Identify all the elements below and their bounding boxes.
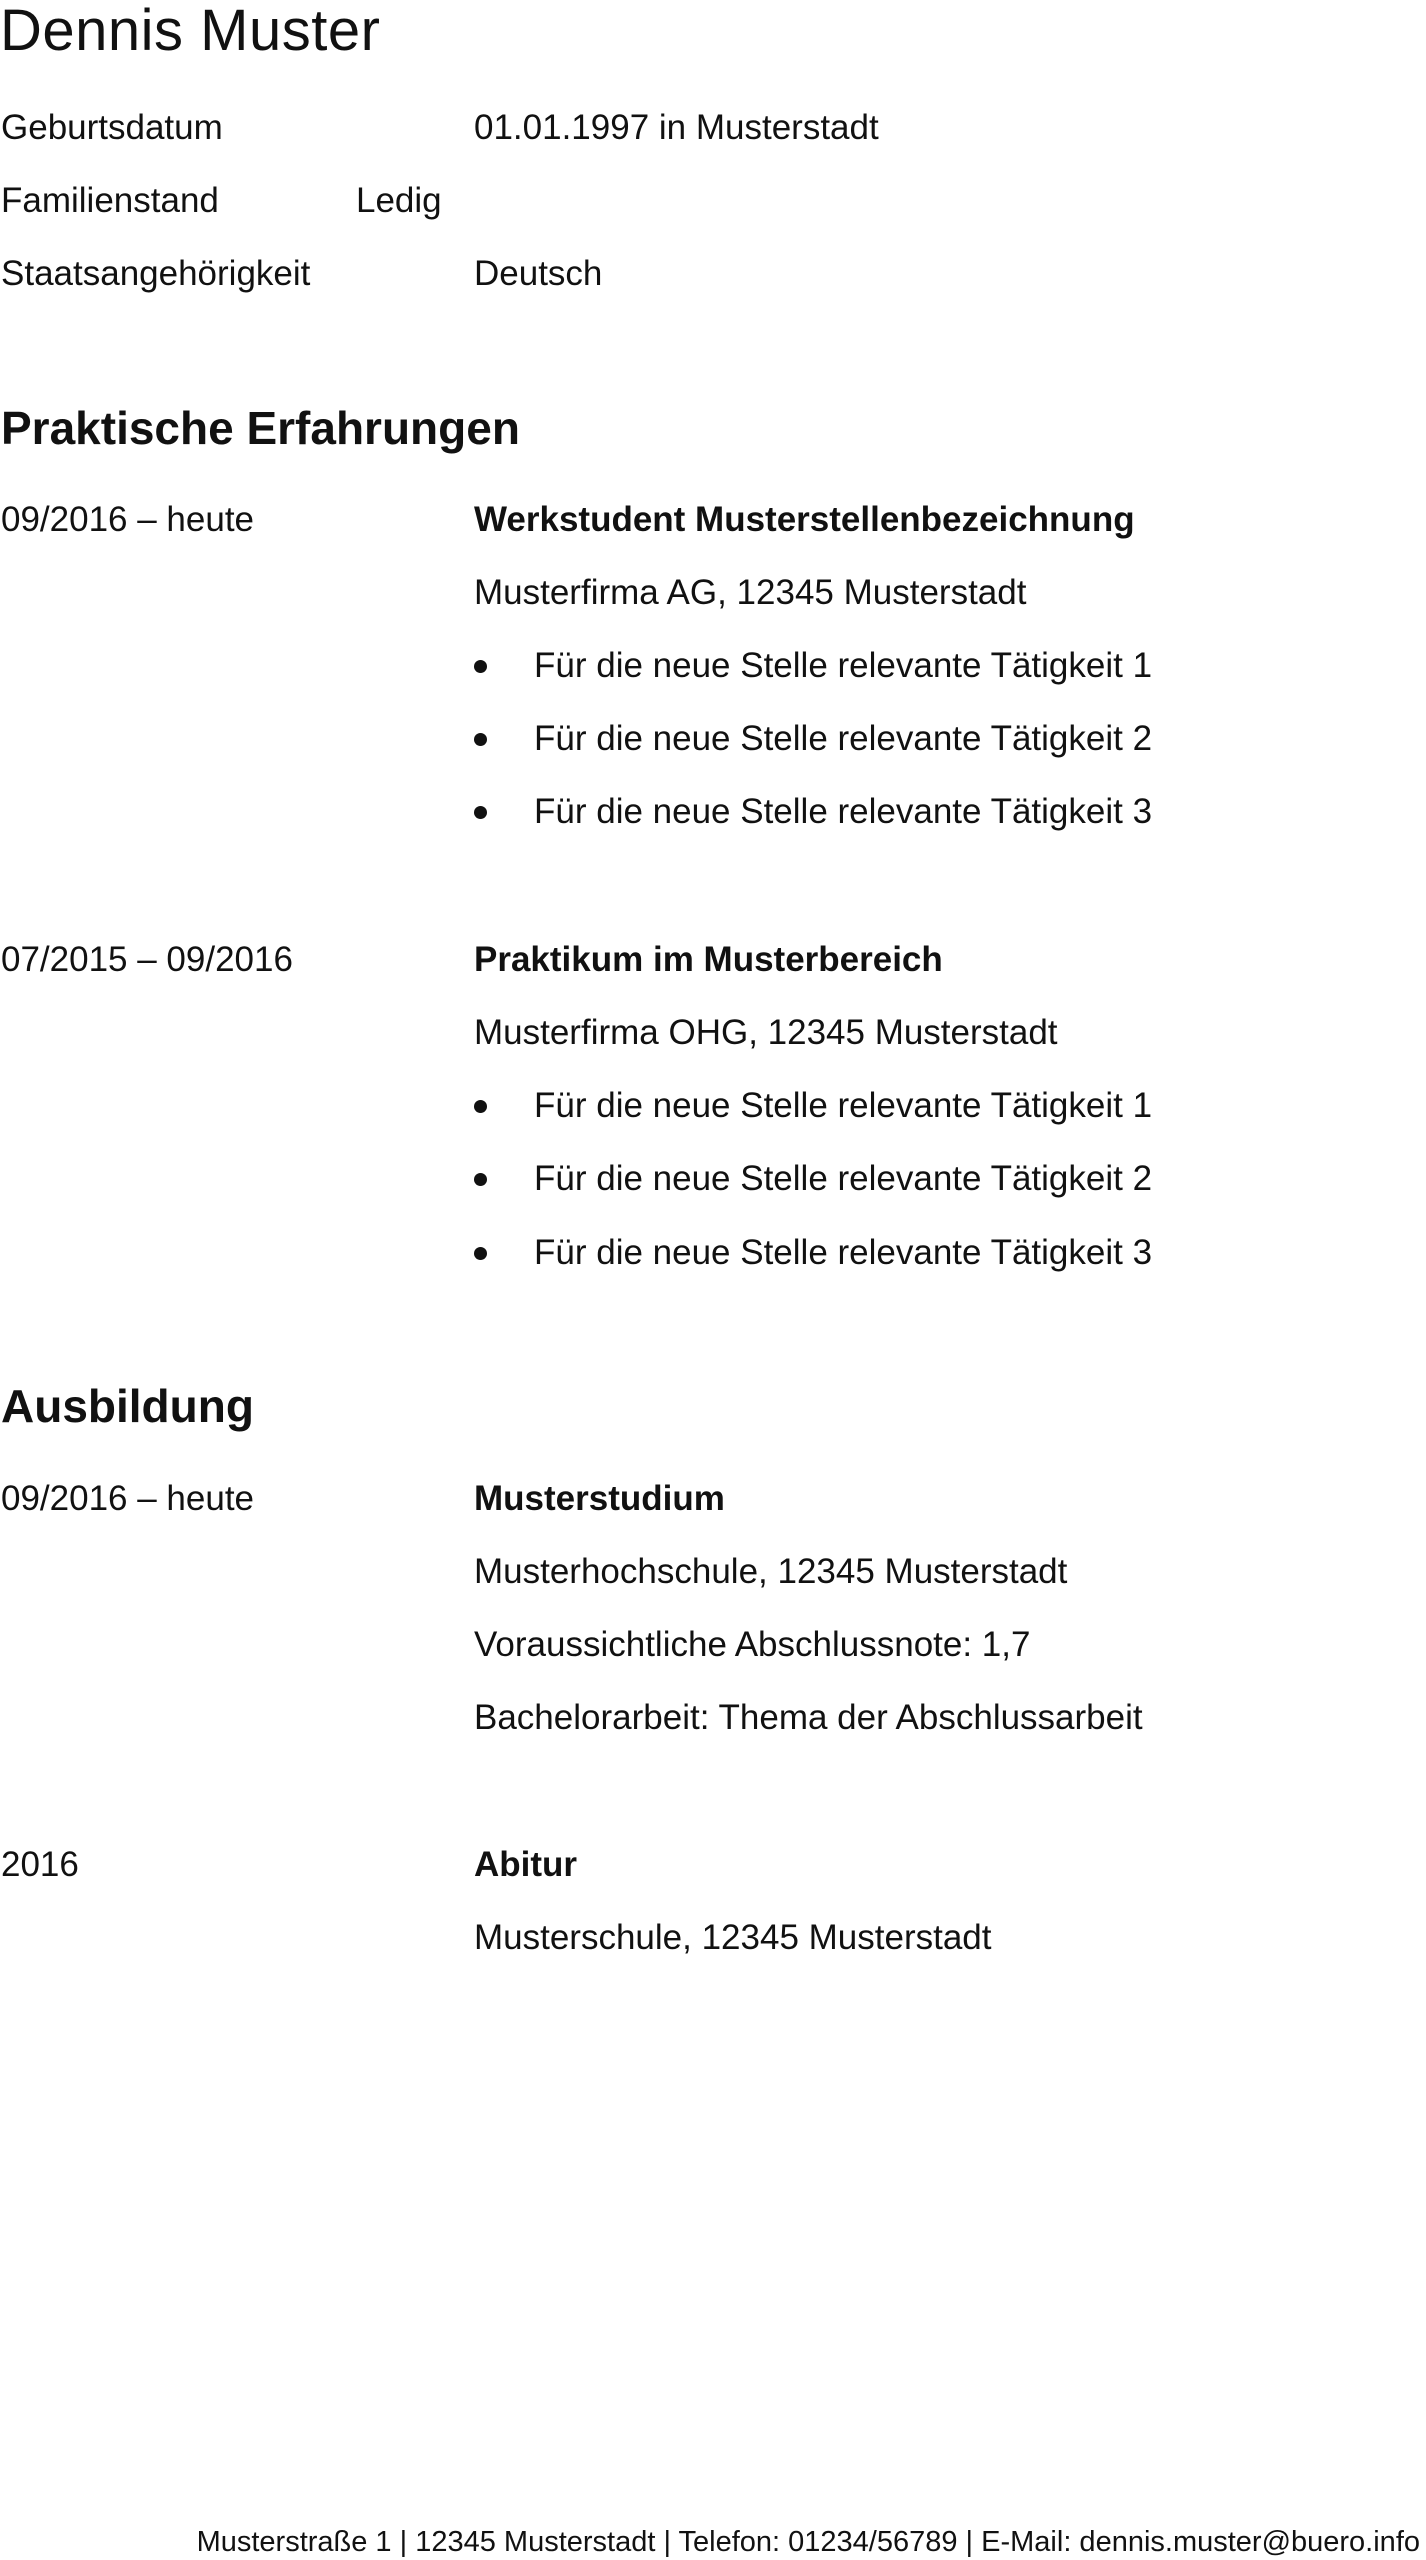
experience-company: Musterfirma AG, 12345 Musterstadt xyxy=(474,573,1027,612)
bullet-icon xyxy=(474,660,487,673)
bullet-icon xyxy=(474,1247,487,1260)
experience-company: Musterfirma OHG, 12345 Musterstadt xyxy=(474,1013,1058,1052)
bullet-icon xyxy=(474,1173,487,1186)
education-heading: Ausbildung xyxy=(1,1380,254,1432)
education-period: 2016 xyxy=(1,1845,79,1884)
education-detail: Musterhochschule, 12345 Musterstadt xyxy=(474,1552,1068,1591)
education-detail: Bachelorarbeit: Thema der Abschlussarbeit xyxy=(474,1698,1143,1737)
bullet-icon xyxy=(474,1100,487,1113)
experience-task: Für die neue Stelle relevante Tätigkeit 1 xyxy=(534,1086,1153,1125)
birthdate-value: 01.01.1997 in Musterstadt xyxy=(474,108,879,147)
experience-job-title: Werkstudent Musterstellenbezeichnung xyxy=(474,500,1135,539)
marital-status-label: Familienstand xyxy=(1,181,219,220)
experience-task: Für die neue Stelle relevante Tätigkeit 1 xyxy=(534,646,1153,685)
bullet-icon xyxy=(474,733,487,746)
education-detail: Musterschule, 12345 Musterstadt xyxy=(474,1918,992,1957)
experience-task: Für die neue Stelle relevante Tätigkeit 2 xyxy=(534,719,1153,758)
education-period: 09/2016 – heute xyxy=(1,1479,255,1518)
experience-heading: Praktische Erfahrungen xyxy=(1,402,520,454)
education-title: Abitur xyxy=(474,1845,578,1884)
experience-task: Für die neue Stelle relevante Tätigkeit 3 xyxy=(534,792,1153,831)
page-title: Dennis Muster xyxy=(0,0,381,63)
marital-status-value: Ledig xyxy=(356,181,442,220)
education-detail: Voraussichtliche Abschlussnote: 1,7 xyxy=(474,1625,1031,1664)
footer-contact: Musterstraße 1 | 12345 Musterstadt | Telefon: 01234/56789 | E-Mail: dennis.muster@buero.info xyxy=(196,2526,1420,2558)
experience-period: 09/2016 – heute xyxy=(1,500,255,539)
experience-task: Für die neue Stelle relevante Tätigkeit 3 xyxy=(534,1233,1153,1272)
experience-period: 07/2015 – 09/2016 xyxy=(1,940,293,979)
experience-job-title: Praktikum im Musterbereich xyxy=(474,940,943,979)
bullet-icon xyxy=(474,806,487,819)
birthdate-label: Geburtsdatum xyxy=(1,108,223,147)
nationality-value: Deutsch xyxy=(474,254,603,293)
nationality-label: Staatsangehörigkeit xyxy=(1,254,311,293)
education-title: Musterstudium xyxy=(474,1479,725,1518)
experience-task: Für die neue Stelle relevante Tätigkeit 2 xyxy=(534,1159,1153,1198)
